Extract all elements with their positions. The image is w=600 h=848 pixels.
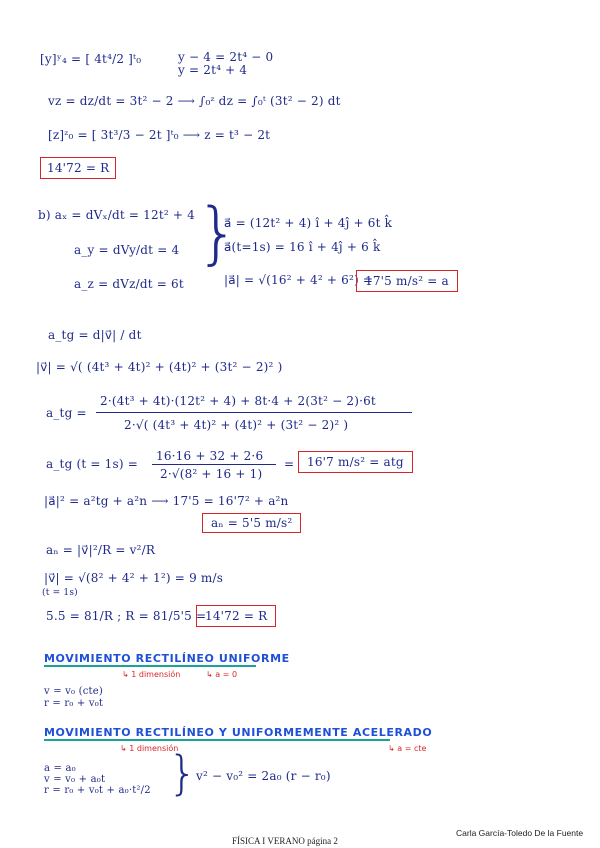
mrua-line-2: v = v₀ + a₀t xyxy=(44,774,106,785)
ay-equation: a_y = dVy/dt = 4 xyxy=(74,243,180,257)
an-result-box: aₙ = 5'5 m/s² xyxy=(202,513,301,533)
equals-sign: = xyxy=(284,457,295,471)
acceleration-vector-t1: a⃗(t=1s) = 16 î + 4ĵ + 6 k̂ xyxy=(224,240,381,254)
atg-definition: a_tg = d|v⃗| / dt xyxy=(48,328,142,342)
position-vector-box: 14'72 = R xyxy=(40,157,116,179)
acceleration-modulus: |a⃗| = √(16² + 4² + 6²) = xyxy=(224,273,374,287)
velocity-modulus-t1: |v⃗| = √(8² + 4² + 1²) = 9 m/s xyxy=(44,571,224,585)
mrua-note-acceleration: ↳ a = cte xyxy=(388,744,427,753)
vz-equation: vz = dz/dt = 3t² − 2 ⟶ ∫₀ᶻ dz = ∫₀ᵗ (3t² − 2) dt xyxy=(48,94,341,108)
right-brace: } xyxy=(196,194,240,273)
mru-note-acceleration-text: a = 0 xyxy=(215,670,238,679)
mru-line-1: v = v₀ (cte) xyxy=(44,686,103,697)
an-definition: aₙ = |v⃗|²/R = v²/R xyxy=(46,543,156,557)
mrua-underline xyxy=(44,739,390,741)
t1-annotation: (t = 1s) xyxy=(42,588,78,598)
mrua-title: MOVIMIENTO RECTILÍNEO Y UNIFORMEMENTE ACELERADO xyxy=(44,726,433,739)
atg-t1-fraction-bar xyxy=(152,464,276,465)
mrua-line-1: a = a₀ xyxy=(44,763,76,774)
mrua-note-dimension-text: 1 dimensión xyxy=(129,744,179,753)
a-squared-relation: |a⃗|² = a²tg + a²n ⟶ 17'5 = 16'7² + a²n xyxy=(44,494,289,508)
atg-numerator: 2·(4t³ + 4t)·(12t² + 4) + 8t·4 + 2(3t² − 2)·6t xyxy=(100,394,376,408)
mrua-relation: v² − v₀² = 2a₀ (r − r₀) xyxy=(196,769,331,783)
atg-t1-label: a_tg (t = 1s) = xyxy=(46,457,139,471)
mru-note-dimension: ↳ 1 dimensión xyxy=(122,670,181,679)
mrua-note-acceleration-text: a = cte xyxy=(397,744,427,753)
atg-t1-denominator: 2·√(8² + 16 + 1) xyxy=(160,467,263,481)
ax-equation: b) aₓ = dVₓ/dt = 12t² + 4 xyxy=(38,208,195,222)
atg-result-box: 16'7 m/s² = atg xyxy=(298,451,413,473)
mrua-brace: } xyxy=(168,746,198,800)
y-result-line-1: y − 4 = 2t⁴ − 0 xyxy=(178,50,274,64)
mru-line-2: r = r₀ + v₀t xyxy=(44,698,104,709)
y-integral: [y]ʸ₄ = [ 4t⁴/2 ]ᵗ₀ xyxy=(40,52,142,66)
atg-label: a_tg = xyxy=(46,406,87,420)
radius-result-box: 14'72 = R xyxy=(196,605,276,627)
acceleration-vector: a⃗ = (12t² + 4) î + 4ĵ + 6t k̂ xyxy=(224,216,393,230)
atg-fraction-bar xyxy=(96,412,412,413)
acceleration-modulus-box: 17'5 m/s² = a xyxy=(356,270,458,292)
az-equation: a_z = dVz/dt = 6t xyxy=(74,277,184,291)
author-name: Carla García-Toledo De la Fuente xyxy=(456,828,584,838)
mrua-note-dimension: ↳ 1 dimensión xyxy=(120,744,179,753)
mru-note-acceleration: ↳ a = 0 xyxy=(206,670,238,679)
mru-underline xyxy=(44,665,256,667)
atg-denominator: 2·√( (4t³ + 4t)² + (4t)² + (3t² − 2)² ) xyxy=(124,418,349,432)
atg-t1-numerator: 16·16 + 32 + 2·6 xyxy=(156,449,264,463)
z-integral: [z]ᶻ₀ = [ 3t³/3 − 2t ]ᵗ₀ ⟶ z = t³ − 2t xyxy=(48,128,271,142)
velocity-modulus: |v⃗| = √( (4t³ + 4t)² + (4t)² + (3t² − 2)² ) xyxy=(36,360,283,374)
y-result-line-2: y = 2t⁴ + 4 xyxy=(178,63,248,77)
radius-calculation: 5.5 = 81/R ; R = 81/5'5 = xyxy=(46,609,207,623)
mru-title: MOVIMIENTO RECTILÍNEO UNIFORME xyxy=(44,652,290,665)
page-footer: FÍSICA I VERANO página 2 xyxy=(232,836,338,846)
mru-note-dimension-text: 1 dimensión xyxy=(131,670,181,679)
mrua-line-3: r = r₀ + v₀t + a₀·t²/2 xyxy=(44,785,151,796)
